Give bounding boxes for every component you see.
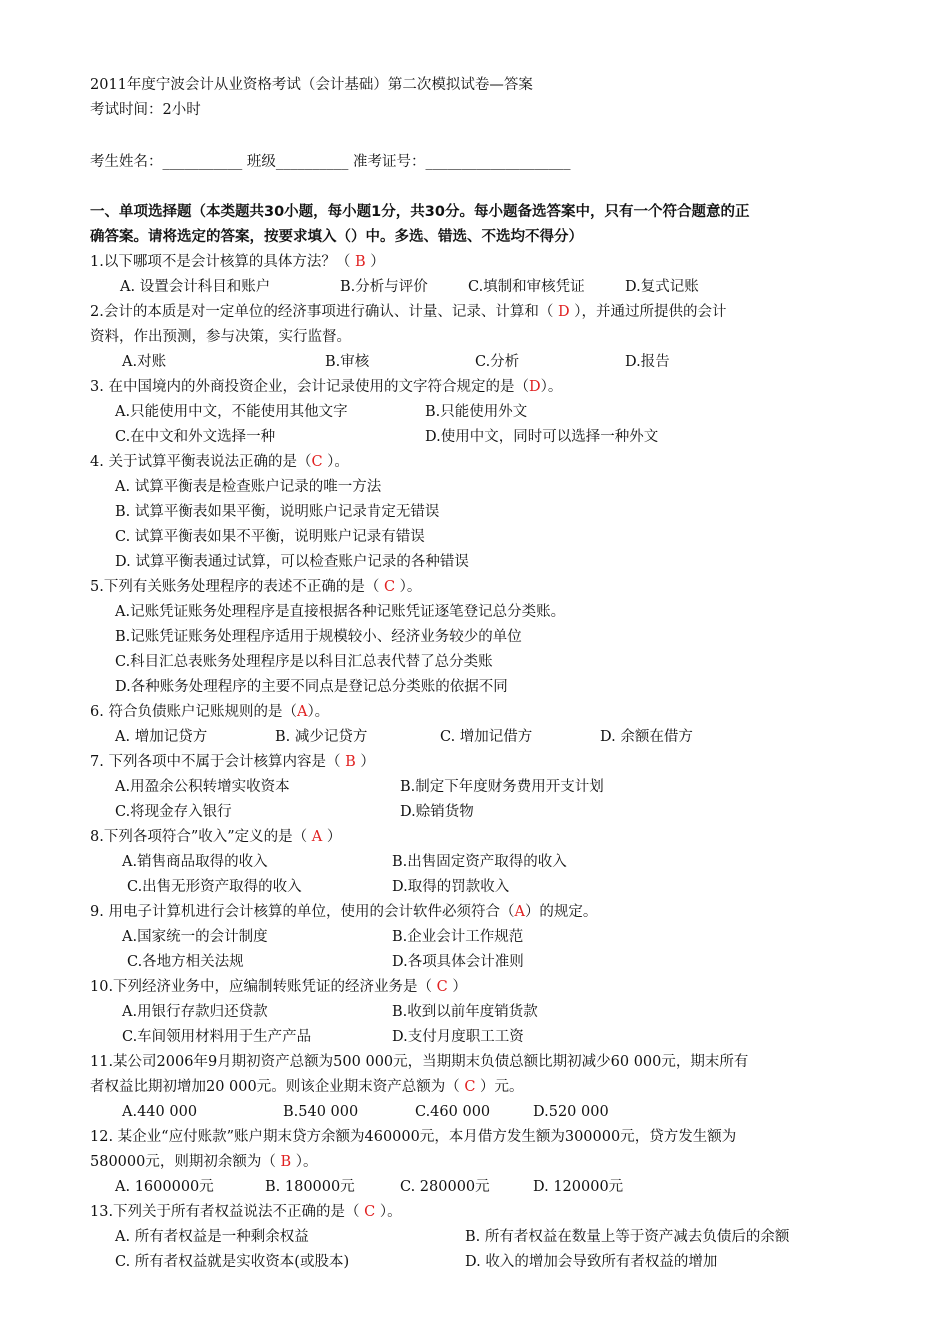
- option: B.审核: [325, 354, 370, 370]
- option: C.各地方相关法规: [127, 954, 244, 970]
- option: B.只能使用外文: [425, 404, 528, 420]
- option: B.540 000: [283, 1104, 359, 1120]
- document-title: 2011年度宁波会计从业资格考试（会计基础）第二次模拟试卷—答案: [90, 77, 533, 93]
- question-12: 12. 某企业“应付账款”账户期末贷方余额为460000元，本月借方发生额为300000元，贷方发生额为: [90, 1129, 737, 1145]
- question-9: 9. 用电子计算机进行会计核算的单位，使用的会计软件必须符合（A）的规定。: [90, 904, 598, 920]
- option: A.用银行存款归还贷款: [122, 1004, 268, 1020]
- option: A.对账: [122, 354, 167, 370]
- candidate-fields: 考生姓名：___________ 班级__________ 准考证号：____________________: [90, 154, 571, 170]
- option: C.将现金存入银行: [115, 804, 232, 820]
- option: D.赊销货物: [400, 804, 474, 820]
- option: A. 设置会计科目和账户: [120, 279, 271, 295]
- option: C. 所有者权益就是实收资本(或股本): [115, 1254, 350, 1270]
- option: A.销售商品取得的收入: [122, 854, 268, 870]
- question-10: 10.下列经济业务中，应编制转账凭证的经济业务是（ C ）: [90, 979, 467, 995]
- option: A. 所有者权益是一种剩余权益: [115, 1229, 309, 1245]
- answer-2: D: [557, 304, 570, 320]
- option: C.出售无形资产取得的收入: [127, 879, 302, 895]
- answer-5: C: [383, 579, 396, 595]
- section-heading-1: 一、单项选择题（本类题共30小题，每小题1分，共30分。每小题备选答案中，只有一个符合题意的正: [90, 204, 750, 220]
- option: D. 120000元: [533, 1179, 624, 1195]
- question-11-cont: 者权益比期初增加20 000元。则该企业期末资产总额为（ C ）元。: [90, 1079, 524, 1095]
- question-4: 4. 关于试算平衡表说法正确的是（C ）。: [90, 454, 349, 470]
- question-13: 13.下列关于所有者权益说法不正确的是（ C ）。: [90, 1204, 402, 1220]
- option: B.企业会计工作规范: [392, 929, 524, 945]
- option: D.报告: [625, 354, 670, 370]
- option: A.国家统一的会计制度: [122, 929, 268, 945]
- answer-10: C: [436, 979, 448, 995]
- option: D. 余额在借方: [600, 729, 693, 745]
- answer-8: A: [311, 829, 323, 845]
- answer-4: C: [311, 454, 323, 470]
- option: C.460 000: [415, 1104, 491, 1120]
- option: A. 增加记贷方: [115, 729, 208, 745]
- answer-1: B: [354, 254, 366, 270]
- option: B. 180000元: [265, 1179, 355, 1195]
- option: C.填制和审核凭证: [468, 279, 585, 295]
- option: B.收到以前年度销货款: [392, 1004, 538, 1020]
- question-2: 2.会计的本质是对一定单位的经济事项进行确认、计量、记录、计算和（ D ），并通过所提供的会计: [90, 304, 727, 320]
- option: C.车间领用材料用于生产产品: [122, 1029, 312, 1045]
- answer-13: C: [364, 1204, 376, 1220]
- answer-7: B: [345, 754, 356, 770]
- question-1: 1.以下哪项不是会计核算的具体方法？（ B ）: [90, 254, 385, 270]
- option: A.440 000: [122, 1104, 198, 1120]
- option: D. 收入的增加会导致所有者权益的增加: [465, 1254, 718, 1270]
- option: B. 所有者权益在数量上等于资产减去负债后的余额: [465, 1229, 790, 1245]
- option: C.分析: [475, 354, 520, 370]
- option: C. 试算平衡表如果不平衡，说明账户记录有错误: [115, 529, 425, 545]
- option: D.使用中文，同时可以选择一种外文: [425, 429, 659, 445]
- option: C.科目汇总表账务处理程序是以科目汇总表代替了总分类账: [115, 654, 493, 670]
- option: D. 试算平衡表通过试算，可以检查账户记录的各种错误: [115, 554, 469, 570]
- question-7: 7. 下列各项中不属于会计核算内容是（ B ）: [90, 754, 375, 770]
- option: A.记账凭证账务处理程序是直接根据各种记账凭证逐笔登记总分类账。: [115, 604, 566, 620]
- answer-3: D: [528, 379, 541, 395]
- option: D.复式记账: [625, 279, 699, 295]
- option: B.制定下年度财务费用开支计划: [400, 779, 604, 795]
- question-3: 3. 在中国境内的外商投资企业，会计记录使用的文字符合规定的是（D）。: [90, 379, 563, 395]
- option: D.取得的罚款收入: [392, 879, 510, 895]
- option: D.520 000: [533, 1104, 609, 1120]
- option: B.出售固定资产取得的收入: [392, 854, 567, 870]
- answer-6: A: [296, 704, 308, 720]
- option: B. 减少记贷方: [275, 729, 368, 745]
- question-6: 6. 符合负债账户记账规则的是（A）。: [90, 704, 330, 720]
- option: A.只能使用中文，不能使用其他文字: [115, 404, 348, 420]
- answer-12: B: [280, 1154, 292, 1170]
- option: A.用盈余公积转增实收资本: [115, 779, 290, 795]
- option: A. 1600000元: [115, 1179, 214, 1195]
- question-8: 8.下列各项符合”收入”定义的是（ A ）: [90, 829, 342, 845]
- option: C.在中文和外文选择一种: [115, 429, 276, 445]
- option: C. 增加记借方: [440, 729, 533, 745]
- question-12-cont: 580000元，则期初余额为（ B ）。: [90, 1154, 318, 1170]
- question-5: 5.下列有关账务处理程序的表述不正确的是（ C ）。: [90, 579, 422, 595]
- section-heading-2: 确答案。请将选定的答案，按要求填入（）中。多选、错选、不选均不得分）: [90, 229, 583, 245]
- option: D.各种账务处理程序的主要不同点是登记总分类账的依据不同: [115, 679, 508, 695]
- answer-11: C: [464, 1079, 476, 1095]
- option: D.各项具体会计准则: [392, 954, 524, 970]
- option: B.分析与评价: [340, 279, 428, 295]
- option: B. 试算平衡表如果平衡，说明账户记录肯定无错误: [115, 504, 440, 520]
- option: C. 280000元: [400, 1179, 490, 1195]
- option: D.支付月度职工工资: [392, 1029, 524, 1045]
- answer-9: A: [514, 904, 525, 920]
- question-2-cont: 资料，作出预测，参与决策，实行监督。: [90, 329, 351, 345]
- option: B.记账凭证账务处理程序适用于规模较小、经济业务较少的单位: [115, 629, 522, 645]
- question-11: 11.某公司2006年9月期初资产总额为500 000元，当期期末负债总额比期初减少60 000元，期末所有: [90, 1054, 749, 1070]
- option: A. 试算平衡表是检查账户记录的唯一方法: [115, 479, 382, 495]
- exam-time: 考试时间：2小时: [90, 102, 201, 118]
